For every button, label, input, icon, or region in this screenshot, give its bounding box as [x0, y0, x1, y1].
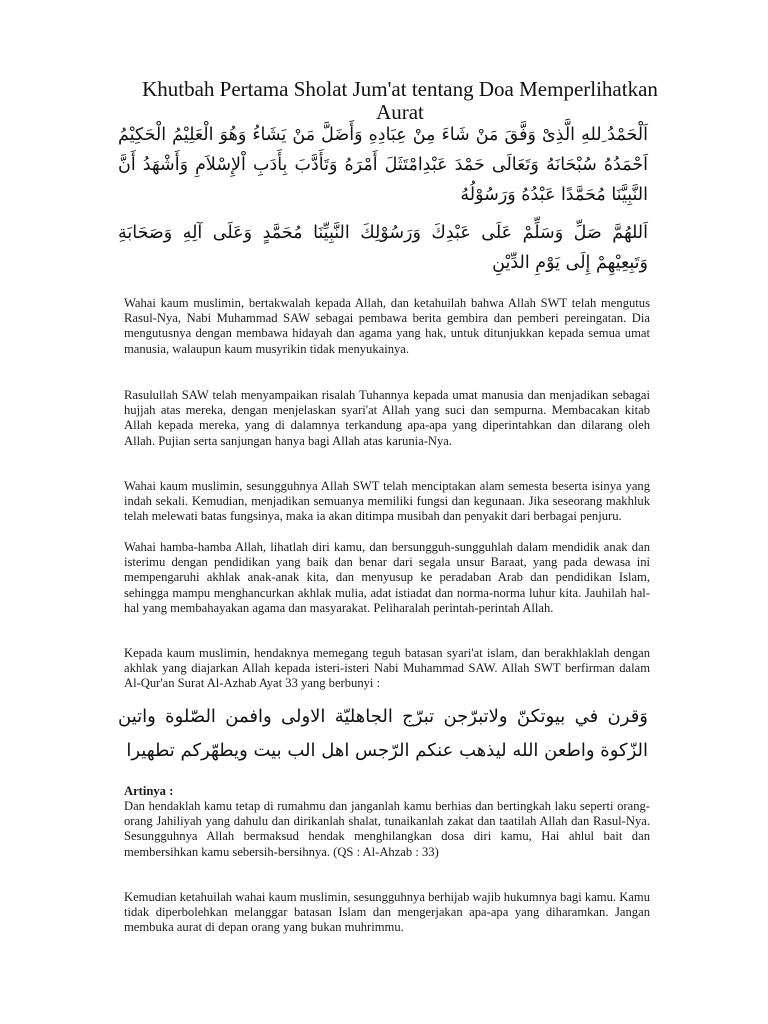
paragraph-2: Rasulullah SAW telah menyampaikan risalah Tuhannya kepada umat manusia dan menjadikan sebagai hujjah atas mereka, dengan menjelaskan syari'at Allah yang suci dan sempurna. Membacakan kitab Allah kepada mereka, yang di dalamnya terkandung apa-apa yang diperintahkan dan dilarang oleh Allah. Pujian serta sanjungan hanya bagi Allah atas karunia-Nya.: [124, 388, 650, 448]
paragraph-1: Wahai kaum muslimin, bertakwalah kepada Allah, dan ketahuilah bahwa Allah SWT telah mengutus Rasul-Nya, Nabi Muhammad SAW sebagai pembawa berita gembira dan pemberi pereingatan. Dia mengutusnya dengan membawa hidayah dan agama yang hak, untuk ditunjukkan kepada semua umat manusia, walaupun kaum musyrikin tidak menyukainya.: [124, 296, 650, 356]
ayah-arabic-text: وَقرن في بيوتكنّ ولاتبرّجن تبرّج الجاهليّة الاولى وافمن الصّلوة واتين الزّكوة واطعن الله ليذهب عنكم الرّجس اهل الب بيت ويطهّركم تطهيرا: [118, 706, 648, 761]
opening-arabic-text: اَلْحَمْدُ ِللهِ الَّذِىْ وَفَّقَ مَنْ شَاءَ مِنْ عِبَادِهِ وَأَضَلَّ مَنْ يَشَاءُ وَهُوَ الْعَلِيْمُ الْحَكِيْمُ اَحْمَدُهُ سُبْحَانَهُ وَتَعَالَى حَمْدَ عَبْدِامْتَثَلَ أَمْرَهُ وَتَأَدَّبَ بِأَدَبِ اْلإِسْلاَمِ وَأَشْهَدُ أَنَّ النَّبِيَّنَا مُحَمَّدًا عَبْدُهُ وَرَسُوْلُهُ: [118, 125, 648, 205]
paragraph-5: Kepada kaum muslimin, hendaknya memegang teguh batasan syari'at islam, dan berakhlaklah dengan akhlak yang diajarkan Allah kepada isteri-isteri Nabi Muhammad SAW. Allah SWT berfirman dalam Al-Qur'an Surat Al-Azhab Ayat 33 yang berbunyi :: [124, 646, 650, 691]
artinya-label: Artinya :: [124, 784, 174, 798]
artinya-text: Dan hendaklah kamu tetap di rumahmu dan janganlah kamu berhias dan bertingkah laku seperti orang-orang Jahiliyah yang dahulu dan dirikanlah shalat, tunaikanlah zakat dan taatilah Allah dan Rasul-Nya. Sesungguhnya Allah bermaksud hendak menghilangkan dosa diri kamu, Hai ahlul bait dan membersihkan kamu sebersih-bersihnya. (QS : Al-Ahzab : 33): [124, 799, 650, 859]
closing-paragraph: Kemudian ketahuilah wahai kaum muslimin, sesungguhnya berhijab wajib hukumnya bagi kamu. Kamu tidak diperbolehkan melanggar batasan Islam dan mengerjakan apa-apa yang diharamkan. Jangan membuka aurat di depan orang yang bukan muhrimmu.: [124, 890, 650, 935]
paragraph-4: Wahai hamba-hamba Allah, lihatlah diri kamu, dan bersungguh-sungguhlah dalam mendidik anak dan isterimu dengan pendidikan yang baik dan benar dari segala unsur Baraat, yang pada dewasa ini mempengaruhi akhlak anak-anak kita, dan menyusup ke peradaban Arab dan pendidikan Islam, sehingga mampu menghancurkan akhlak mulia, adat istiadat dan norma-norma luhur kita. Jauhilah hal-hal yang membahayakan agama dan masyarakat. Peliharalah perintah-perintah Allah.: [124, 540, 650, 615]
paragraph-3: Wahai kaum muslimin, sesungguhnya Allah SWT telah menciptakan alam semesta beserta isinya yang indah sekali. Kemudian, menjadikan semuanya memiliki fungsi dan kegunaan. Jika seseorang makhluk telah melewati batas fungsinya, maka ia akan ditimpa musibah dan penyakit dari berbagai penjuru.: [124, 479, 650, 524]
salawat-arabic-text: اَللهُمَّ صَلِّ وَسَلِّمْ عَلَى عَبْدِكَ وَرَسُوْلِكَ النَّبِيِّنَا مُحَمَّدٍ وَعَلَى آلِهِ وَصَحَابَةِ وَتَبِعِيْهِمْ إِلَى يَوْمِ الدِّيْنِ: [118, 223, 648, 273]
page-title: Khutbah Pertama Sholat Jum'at tentang Doa Memperlihatkan Aurat: [142, 77, 658, 124]
